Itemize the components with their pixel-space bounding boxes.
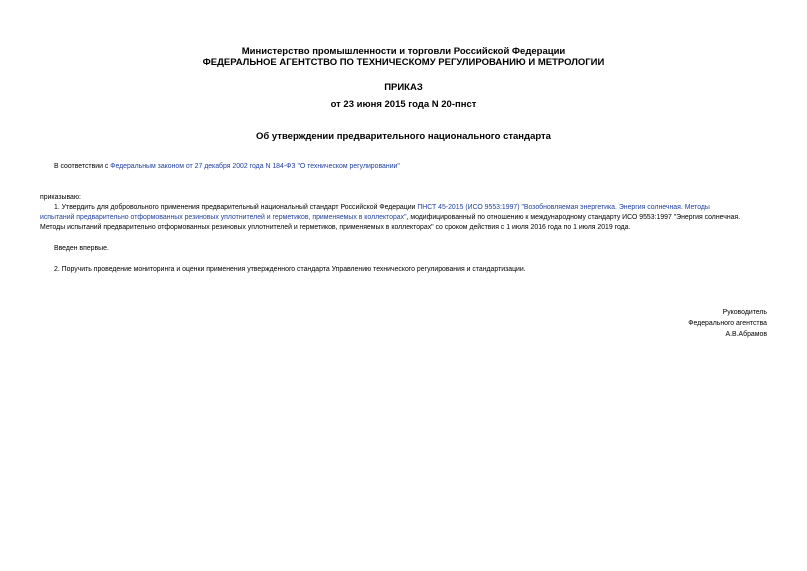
standard-link[interactable]: ПНСТ 45-2015 (ИСО 9553:1997) "Возобновляемая энергетика. Энергия солнечная. Методы [417, 204, 710, 211]
item1-line3: Методы испытаний предварительно отформованных резиновых уплотнителей и герметиков, применяемых в коллекторах" со сроком действия с 1 июля 2016 года по 1 июля 2019 года. [40, 224, 631, 231]
federal-law-link[interactable]: Федеральным законом от 27 декабря 2002 года N 184-ФЗ "О техническом регулировании" [110, 163, 400, 170]
introduced-note: Введен впервые. [54, 245, 109, 252]
item2-paragraph: 2. Поручить проведение мониторинга и оценки применения утвержденного стандарта Управлению технического регулирования и стандартизации. [54, 266, 526, 273]
item1-text-continued: , модифицированный по отношению к международному стандарту ИСО 9553:1997 "Энергия солнечная. [406, 214, 741, 221]
agency-title: ФЕДЕРАЛЬНОЕ АГЕНТСТВО ПО ТЕХНИЧЕСКОМУ РЕГУЛИРОВАНИЮ И МЕТРОЛОГИИ [202, 57, 605, 68]
item1-line1 [54, 203, 710, 214]
order-word: приказываю: [40, 194, 81, 201]
preamble-paragraph [54, 162, 400, 173]
preamble-text: В соответствии с [54, 163, 111, 170]
signature-position: Руководитель [722, 309, 767, 316]
doc-type-title: ПРИКАЗ [384, 82, 423, 93]
doc-date-number: от 23 июня 2015 года N 20-пнст [330, 99, 477, 110]
standard-link-continued[interactable]: испытаний предварительно отформованных резиновых уплотнителей и герметиков, применяемых в коллекторах" [40, 214, 407, 221]
signature-name: А.В.Абрамов [725, 331, 767, 338]
item1-text: 1. Утвердить для добровольного применения предварительный национальный стандарт Российской Федерации [54, 204, 418, 211]
item1-line2 [40, 213, 740, 224]
doc-subject: Об утверждении предварительного национального стандарта [256, 131, 551, 142]
ministry-title: Министерство промышленности и торговли Российской Федерации [241, 46, 566, 57]
signature-agency: Федерального агентства [688, 320, 767, 327]
